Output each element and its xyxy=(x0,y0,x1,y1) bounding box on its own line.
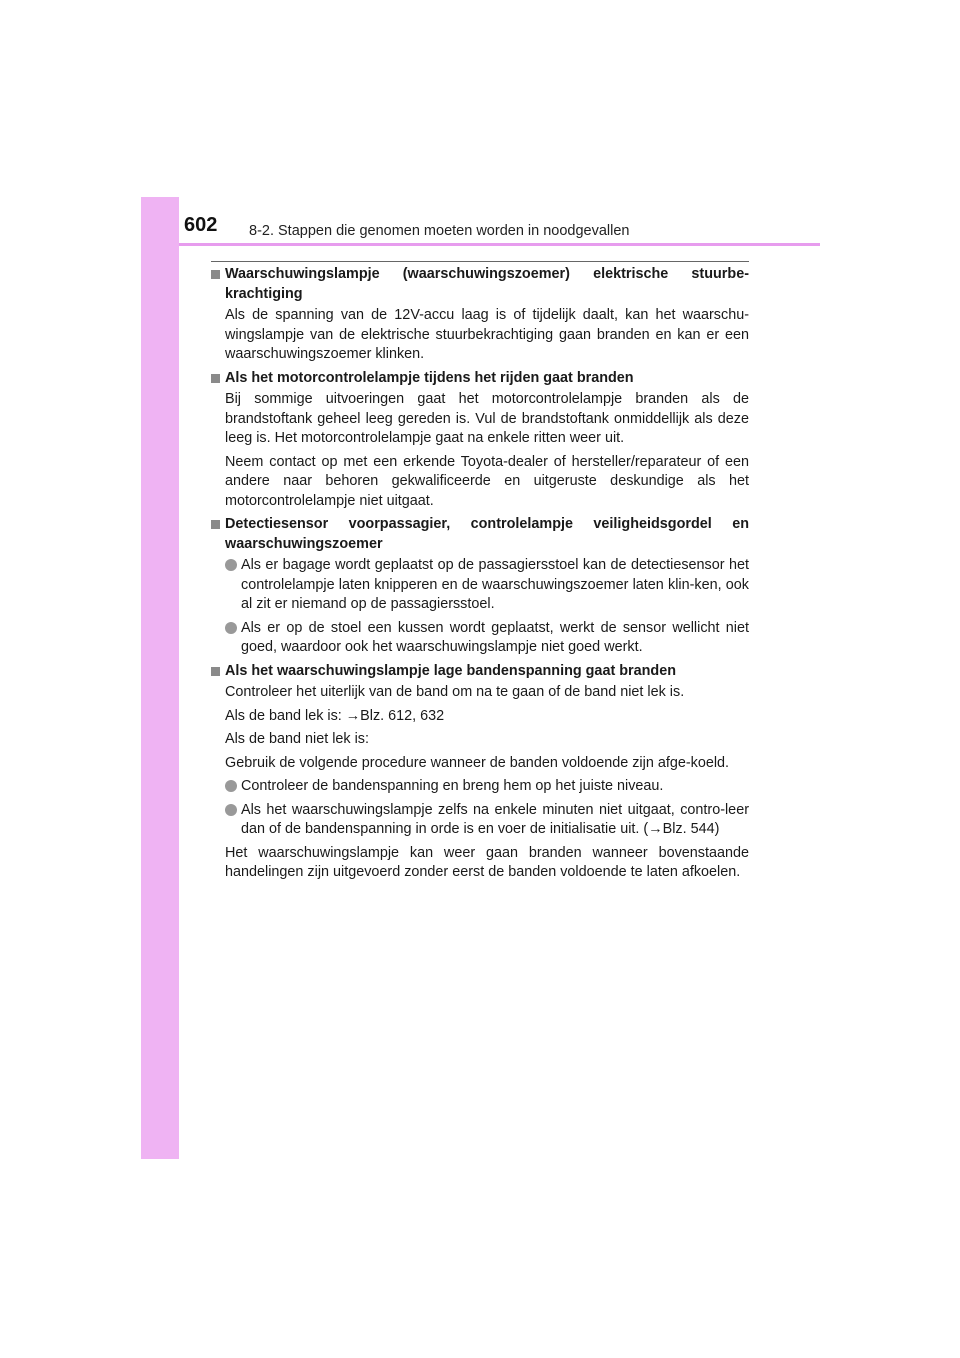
page-content xyxy=(211,265,749,887)
square-marker-icon xyxy=(211,374,220,383)
bullet-item xyxy=(211,619,749,658)
subsection-heading xyxy=(211,662,749,682)
square-marker-icon xyxy=(211,520,220,529)
paragraph: Als de band lek is: →Blz. 612, 632 xyxy=(225,707,445,724)
heading-text: Detectiesensor voorpassagier, controlelampje veiligheidsgordel en waarschuwingszoemer xyxy=(225,516,749,552)
bullet-text: Als er op de stoel een kussen wordt geplaatst, werkt de sensor wellicht niet goed, waardoor ook het waarschuwingslampje niet goed werkt. xyxy=(241,619,749,655)
bullet-text: Als er bagage wordt geplaatst op de passagiersstoel kan de detectiesensor het controlelampje laten knipperen en de waarschuwingszoemer laten klin-ken, ook al zit er niemand op de passagiersstoel. xyxy=(241,557,749,612)
header-rule xyxy=(179,243,820,246)
paragraph: Als de spanning van de 12V-accu laag is of tijdelijk daalt, kan het waarschu-wingslampje van de elektrische stuurbekrachtiging gaan branden en kan er een waarschuwingszoemer klinken. xyxy=(225,307,749,362)
square-marker-icon xyxy=(211,667,220,676)
paragraph: Het waarschuwingslampje kan weer gaan branden wanneer bovenstaande handelingen zijn uitgevoerd zonder eerst de banden voldoende te laten afkoelen. xyxy=(225,844,749,880)
paragraph: Als de band niet lek is: xyxy=(225,731,369,747)
square-marker-icon xyxy=(211,270,220,279)
paragraph: Neem contact op met een erkende Toyota-dealer of hersteller/reparateur of een andere naar behoren gekwalificeerde en uitgeruste deskundige als het motorcontrolelampje niet uitgaat. xyxy=(225,453,749,509)
page-number: 602 xyxy=(184,214,218,236)
bullet-text: Controleer de bandenspanning en breng hem op het juiste niveau. xyxy=(241,778,664,794)
heading-text: Waarschuwingslampje (waarschuwingszoemer) elektrische stuurbe-krachtiging xyxy=(225,266,749,302)
bullet-item xyxy=(211,801,749,840)
content-divider xyxy=(211,261,749,262)
paragraph: Controleer het uiterlijk van de band om na te gaan of de band niet lek is. xyxy=(225,684,685,700)
bullet-dot-icon xyxy=(225,622,237,634)
bullet-dot-icon xyxy=(225,804,237,816)
bullet-dot-icon xyxy=(225,559,237,571)
paragraph: Bij sommige uitvoeringen gaat het motorcontrolelampje branden als de brandstoftank geheel leeg gereden is. Vul de brandstoftank onmiddellijk als deze leeg is. Het motorcontrolelampje gaat na enkele ritten weer uit. xyxy=(225,391,749,446)
heading-text: Als het motorcontrolelampje tijdens het rijden gaat branden xyxy=(225,369,634,386)
section-title: 8-2. Stappen die genomen moeten worden in noodgevallen xyxy=(249,223,630,239)
bullet-item xyxy=(211,556,749,615)
bullet-text: Als het waarschuwingslampje zelfs na enkele minuten niet uitgaat, contro-leer dan of de bandenspanning in orde is en voer de initialisatie uit. (→Blz. 544) xyxy=(241,801,749,837)
heading-text: Als het waarschuwingslampje lage bandenspanning gaat branden xyxy=(225,662,677,679)
bullet-dot-icon xyxy=(225,780,237,792)
subsection-heading xyxy=(211,515,749,554)
subsection-heading xyxy=(211,369,749,389)
subsection-heading xyxy=(211,265,749,304)
paragraph: Gebruik de volgende procedure wanneer de banden voldoende zijn afge-koeld. xyxy=(225,754,730,771)
chapter-sidebar-tab xyxy=(141,197,179,1159)
bullet-item xyxy=(211,777,749,797)
